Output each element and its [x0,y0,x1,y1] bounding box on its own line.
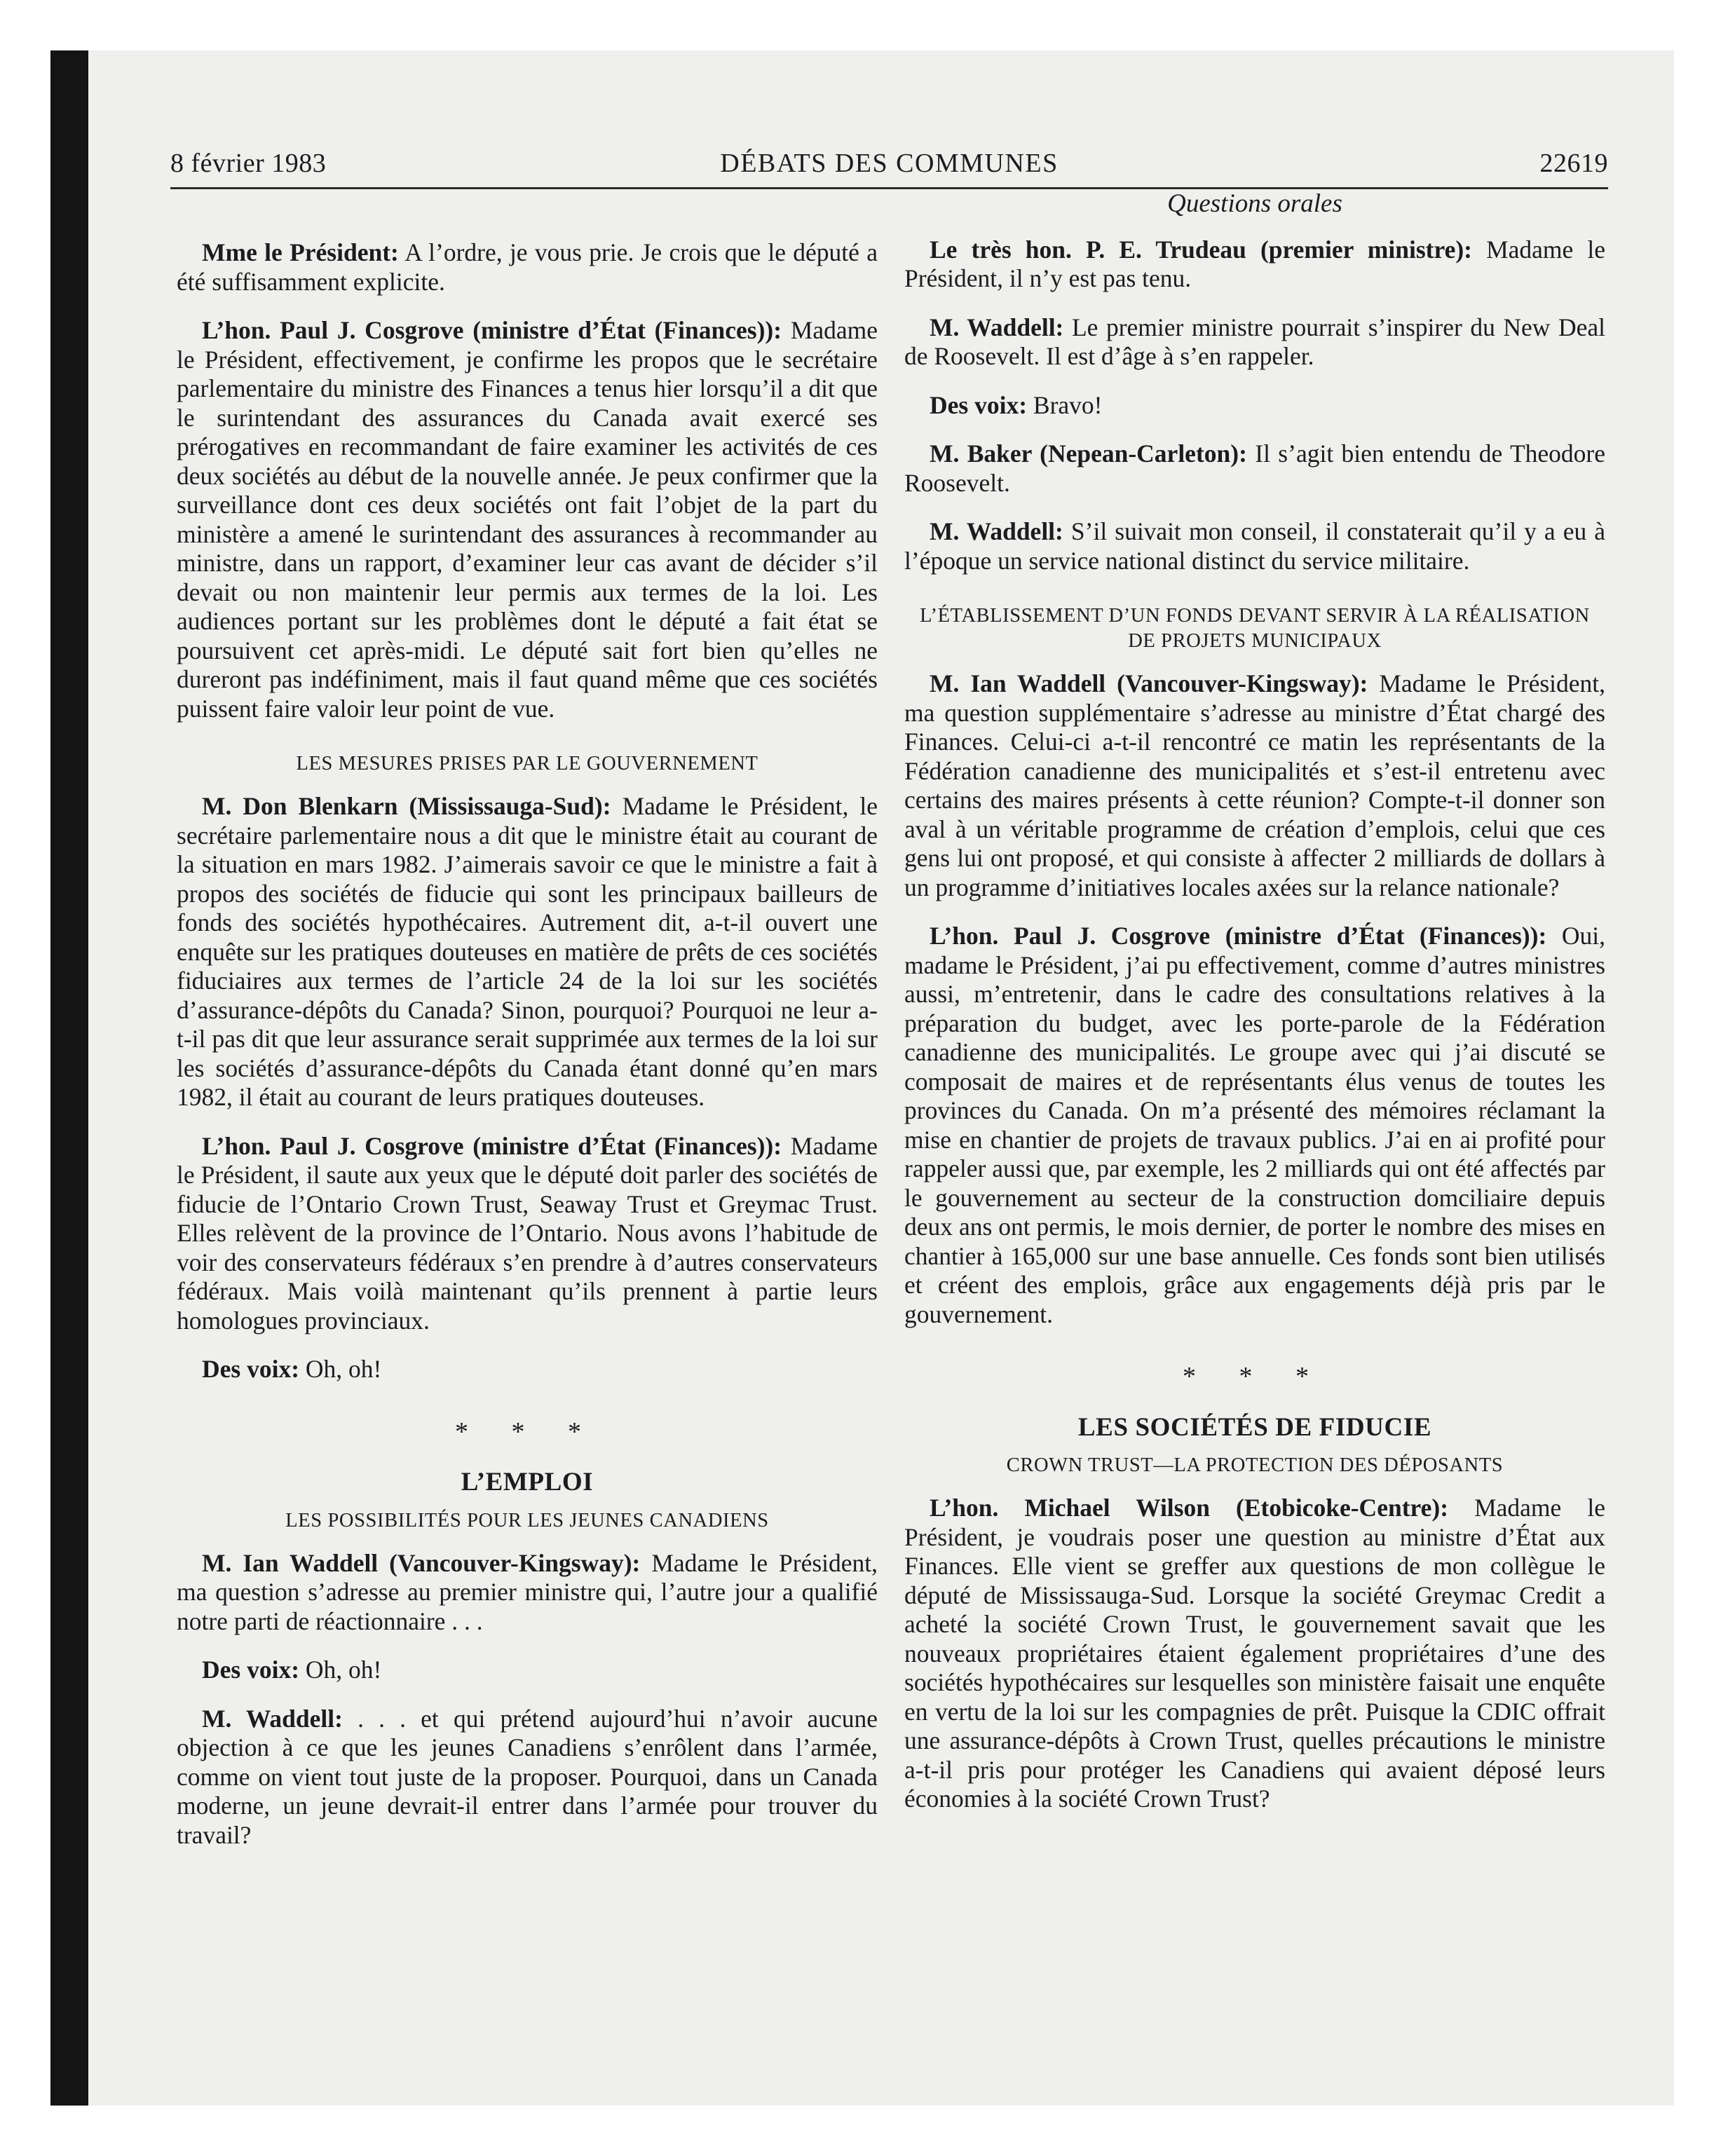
speech-text: Madame le Président, ma question s’adresse au premier ministre qui, l’autre jour a qualifié notre parti de réactionnaire . . . [177,1548,878,1635]
page-header [170,144,1608,189]
subheading: LES POSSIBILITÉS POUR LES JEUNES CANADIENS [285,1509,769,1531]
speaker-name: L’hon. Paul J. Cosgrove (ministre d’État (Finances)): [202,1131,782,1160]
speaker-name: L’hon. Paul J. Cosgrove (ministre d’État (Finances)): [202,316,782,344]
speech-paragraph [904,439,1605,498]
speech-paragraph [904,236,1605,294]
speaker-name: Des voix: [202,1355,300,1383]
speech-paragraph [904,391,1605,421]
header-date: 8 février 1983 [170,149,327,178]
speaker-name: Mme le Président: [202,238,399,266]
speech-text: Madame le Président, ma question supplémentaire s’adresse au ministre d’État chargé des Finances. Celui-ci a-t-il rencontré ce matin les représentants de la Fédération canadienne des municipalités et s’est-il entretenu avec certains des maires présents à cette réunion? Compte-t-il donner son aval à un véritable programme de création d’emplois, celui que ces gens lui ont proposé, et qui consiste à affecter 2 milliards de dollars à un programme d’initiatives locales axées sur la relance nationale? [904,669,1605,901]
speech-paragraph [904,313,1605,371]
subheading: LES MESURES PRISES PAR LE GOUVERNEMENT [296,753,758,775]
speech-paragraph [177,1549,878,1637]
speech-paragraph [177,316,878,723]
speaker-name: M. Ian Waddell (Vancouver-Kingsway): [930,669,1368,697]
speech-text: Il s’agit bien entendu de Theodore Roosevelt. [904,439,1605,497]
speaker-name: Des voix: [202,1656,300,1684]
speech-paragraph [177,1132,878,1336]
speech-paragraph [177,1656,878,1685]
speaker-name: Des voix: [930,390,1028,419]
speech-text: Bravo! [1027,390,1103,419]
speaker-name: M. Ian Waddell (Vancouver-Kingsway): [202,1548,641,1577]
speech-text: Madame le Président, le secrétaire parlementaire nous a dit que le ministre était au courant de la situation en mars 1982. J’aimerais savoir ce que le ministre a fait à propos des sociétés de fiducie qui sont les principaux bailleurs de fonds des sociétés hypothécaires. Autrement dit, a-t-il ouvert une enquête sur les pratiques douteuses en matière de prêts de ces sociétés fiduciaires aux termes de l’article 24 de la loi sur les sociétés d’assurance-dépôts du Canada? Sinon, pourquoi? Pourquoi ne leur a-t-il pas dit que leur assurance serait supprimée aux termes de la loi sur les sociétés d’assurance-dépôts du Canada étant donné qu’en mars 1982, il était au courant de leurs pratiques douteuses. [177,792,878,1111]
speech-paragraph [904,669,1605,902]
scan-border-left [50,50,88,2106]
speech-text: Oh, oh! [299,1355,382,1383]
speaker-name: L’hon. Paul J. Cosgrove (ministre d’État (Finances)): [930,922,1547,950]
speech-text: Madame le Président, je voudrais poser une question au ministre d’État aux Finances. Elle vient se greffer aux questions de mon collègue le député de Mississauga-Sud. Lorsque la société Greymac Credit a acheté la société Crown Trust, le gouvernement savait que les nouveaux propriétaires étaient également propriétaires d’une des sociétés hypothécaires sur lesquelles son ministère faisait une enquête en vertu de la loi sur les compagnies de prêt. Puisque la CDIC offrait une assurance-dépôts à Crown Trust, quelles précautions le ministre a-t-il pris pour protéger les Canadiens qui avaient déposé leurs économies à la société Crown Trust? [904,1494,1605,1813]
section-separator: * * * [455,1417,599,1447]
speech-paragraph [904,517,1605,575]
speech-paragraph [177,238,878,296]
speaker-name: Le très hon. P. E. Trudeau (premier ministre): [930,235,1472,264]
speech-text: A l’ordre, je vous prie. Je crois que le député a été suffisamment explicite. [177,238,878,296]
speech-paragraph [904,922,1605,1329]
running-head: Questions orales [1167,189,1342,218]
speaker-name: M. Baker (Nepean-Carleton): [930,439,1247,468]
left-column [177,188,878,1869]
speaker-name: L’hon. Michael Wilson (Etobicoke-Centre): [930,1494,1449,1522]
speech-text: Oh, oh! [299,1656,382,1684]
speech-paragraph [177,1705,878,1850]
speech-text: Madame le Président, il saute aux yeux que le député doit parler des sociétés de fiducie de l’Ontario Crown Trust, Seaway Trust et Greymac Trust. Elles relèvent de la province de l’Ontario. Nous avons l’habitude de voir des conservateurs fédéraux s’en prendre à d’autres conservateurs fédéraux. Mais voilà maintenant qu’ils prennent à partie leurs homologues provinciaux. [177,1131,878,1335]
speech-text: S’il suivait mon conseil, il constaterait qu’il y a eu à l’époque un service national distinct du service militaire. [904,517,1606,575]
speech-paragraph [177,1355,878,1384]
speech-text: Oui, madame le Président, j’ai pu effectivement, comme d’autres ministres aussi, m’entretenir, dans le cadre des consultations relatives à la préparation du budget, avec les porte-parole de la Fédération canadienne des municipalités. Le groupe avec qui j’ai discuté se composait de maires et de représentants élus venus de toutes les provinces du Canada. On m’a présenté des mémoires réclamant la mise en chantier de projets de travaux publics. J’ai en ai profité pour rappeler aussi que, par exemple, les 2 milliards qui ont été affectés par le gouvernement au secteur de la construction domciliaire depuis deux ans ont permis, le mois dernier, de porter le nombre des mises en chantier à 165,000 sur une base annuelle. Ces fonds sont bien utilisés et créent des emplois, grâce aux engagements déjà pris par le gouvernement. [904,922,1605,1328]
section-title: L’EMPLOI [461,1468,594,1496]
subheading: CROWN TRUST—LA PROTECTION DES DÉPOSANTS [1006,1454,1504,1476]
section-separator: * * * [1183,1362,1327,1391]
speaker-name: M. Don Blenkarn (Mississauga-Sud): [202,792,611,820]
speaker-name: M. Waddell: [930,517,1063,545]
publication-title: DÉBATS DES COMMUNES [720,149,1059,178]
speech-text: Madame le Président, il n’y est pas tenu. [904,235,1605,292]
speech-text: Madame le Président, effectivement, je confirme les propos que le secrétaire parlementaire du ministre des Finances a tenus hier lorsqu’il a dit que le surintendant des assurances du Canada avait exercé ses prérogatives en recommandant de faire examiner les activités de ces deux sociétés au début de la nouvelle année. Je peux confirmer que la surveillance dont ces deux sociétés ont fait l’objet de la part du ministère a amené le surintendant des assurances à recommander au ministre, dans un rapport, d’examiner leur cas avant de décider s’il devait ou non maintenir leur permis aux termes de la loi. Les audiences portant sur les problèmes dont le député a fait état se poursuivent cet après-midi. Le député sait fort bien qu’elles ne dureront pas indéfiniment, mais il faut quand même que ces sociétés puissent faire valoir leur point de vue. [177,316,878,723]
subheading: L’ÉTABLISSEMENT D’UN FONDS DEVANT SERVIR À LA RÉALISATION DE PROJETS MUNICIPAUX [920,605,1590,652]
section-title: LES SOCIÉTÉS DE FIDUCIE [1077,1412,1432,1442]
speaker-name: M. Waddell: [202,1704,343,1733]
speech-text: Le premier ministre pourrait s’inspirer du New Deal de Roosevelt. Il est d’âge à s’en rappeler. [904,313,1606,370]
right-column [904,188,1605,1834]
page-number: 22619 [1539,149,1608,178]
speech-paragraph [904,1494,1605,1814]
speech-text: . . . et qui prétend aujourd’hui n’avoir aucune objection à ce que les jeunes Canadiens s’enrôlent dans l’armée, comme on vient tout juste de la proposer. Pourquoi, dans un Canada moderne, un jeune devrait-il entrer dans l’armée pour trouver du travail? [177,1704,878,1849]
speech-paragraph [177,792,878,1112]
speaker-name: M. Waddell: [930,313,1064,341]
